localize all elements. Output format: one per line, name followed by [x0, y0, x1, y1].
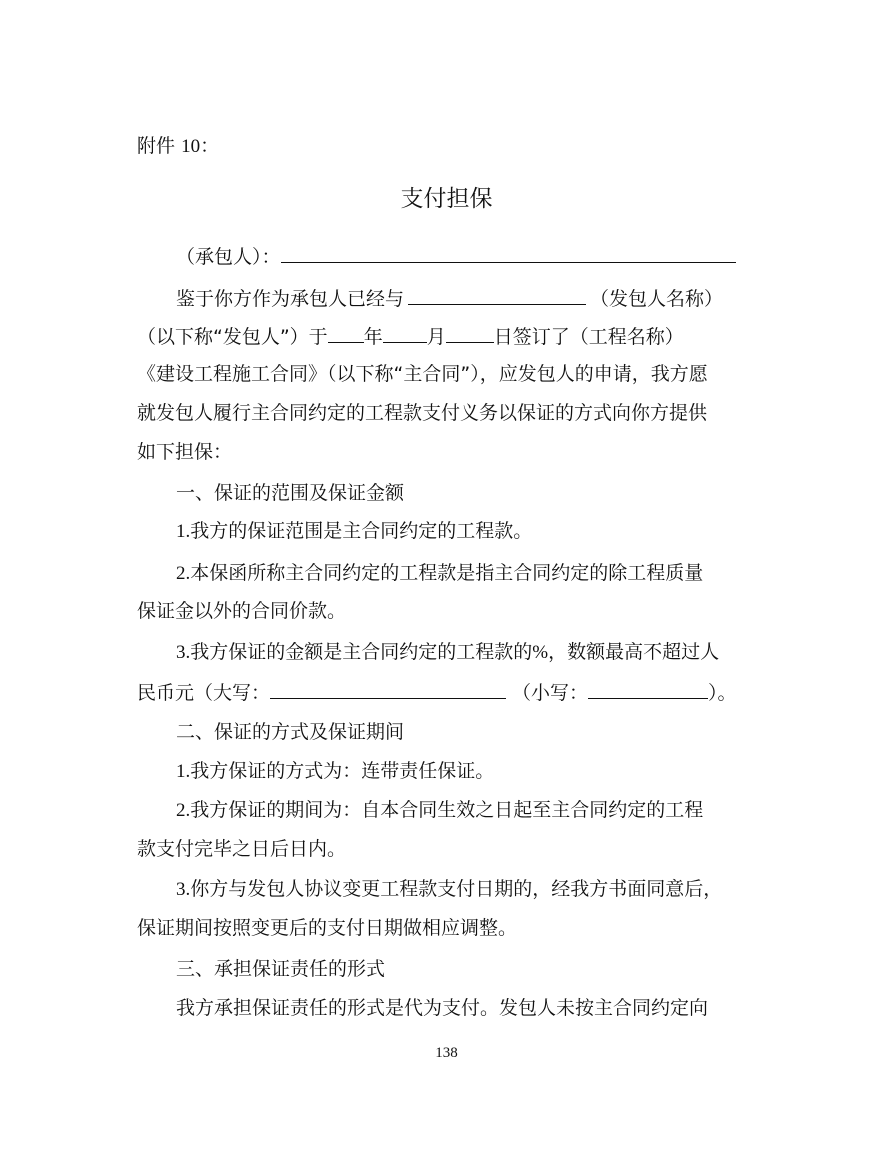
item-number: 2. — [176, 563, 191, 584]
item-number: 1. — [176, 521, 191, 542]
preamble-text: 日签订了（工程名称） — [493, 326, 684, 348]
section-2-item-1 — [176, 759, 494, 784]
item-text: 我方保证的金额是主合同约定的工程款的 — [190, 641, 533, 663]
item-text: 民币元（大写： — [137, 682, 271, 704]
item-number: 1. — [176, 761, 191, 782]
amount-in-figures-blank[interactable] — [588, 679, 708, 699]
item-number: 2. — [176, 800, 191, 821]
section-3-paragraph-line-1: 我方承担保证责任的形式是代为支付。发包人未按主合同约定向 — [176, 997, 709, 1019]
item-text: 本保函所称主合同约定的工程款是指主合同约定的除工程质量 — [190, 562, 704, 584]
preamble-line-4: 就发包人履行主合同约定的工程款支付义务以保证的方式向你方提供 — [137, 402, 708, 424]
year-blank[interactable] — [328, 323, 364, 343]
item-text: ，数额最高不超过人 — [548, 641, 720, 663]
amount-in-words-blank[interactable] — [270, 679, 506, 699]
document-title: 支付担保 — [400, 186, 493, 212]
preamble-line-3: 《建设工程施工合同》（以下称“主合同”），应发包人的申请，我方愿 — [137, 363, 708, 385]
attachment-suffix: ： — [200, 135, 220, 157]
item-text: 我方保证的方式为：连带责任保证。 — [190, 760, 495, 782]
day-blank[interactable] — [446, 323, 494, 343]
page-number: 138 — [435, 1045, 458, 1061]
section-2-item-2-line-1 — [176, 798, 703, 823]
month-blank[interactable] — [383, 323, 427, 343]
preamble-line-5: 如下担保： — [137, 441, 233, 463]
preamble-text: 鉴于你方作为承包人已经与 — [176, 288, 405, 310]
section-1-item-2-line-1 — [176, 561, 703, 586]
addressee-line — [176, 243, 736, 269]
section-2-item-3-line-2: 保证期间按照变更后的支付日期做相应调整。 — [137, 917, 518, 939]
section-2-item-2-line-2: 款支付完毕之日后日内。 — [137, 838, 347, 860]
attachment-label — [137, 131, 219, 158]
preamble-line-2 — [137, 323, 684, 349]
item-number: 3. — [176, 879, 191, 900]
preamble-line-1 — [176, 285, 723, 311]
item-text: 我方的保证范围是主合同约定的工程款。 — [190, 520, 533, 542]
section-3-heading: 三、承担保证责任的形式 — [176, 958, 386, 980]
section-2-item-3-line-1 — [176, 877, 722, 902]
section-1-item-3-line-2 — [137, 679, 737, 705]
section-1-item-1 — [176, 519, 532, 544]
section-2-heading: 二、保证的方式及保证期间 — [176, 721, 405, 743]
employer-name-blank[interactable] — [408, 285, 586, 305]
section-1-item-2-line-2: 保证金以外的合同价款。 — [137, 600, 347, 622]
item-text: 我方保证的期间为：自本合同生效之日起至主合同约定的工程 — [190, 799, 704, 821]
item-text: （小写： — [512, 682, 589, 704]
preamble-text: （以下称“发包人”）于 — [137, 326, 328, 348]
section-1-heading: 一、保证的范围及保证金额 — [176, 482, 405, 504]
addressee-blank[interactable] — [281, 243, 736, 263]
item-text: 你方与发包人协议变更工程款支付日期的，经我方书面同意后， — [190, 878, 723, 900]
item-text: ）。 — [708, 682, 737, 704]
year-label: 年 — [363, 326, 383, 348]
month-label: 月 — [426, 326, 446, 348]
attachment-number: 10 — [181, 136, 201, 157]
section-1-item-3-line-1 — [176, 640, 719, 665]
addressee-label: （承包人）： — [176, 246, 281, 268]
attachment-prefix: 附件 — [137, 135, 176, 157]
preamble-text: （发包人名称） — [590, 288, 724, 310]
percent-sign: % — [532, 642, 549, 663]
item-number: 3. — [176, 642, 191, 663]
